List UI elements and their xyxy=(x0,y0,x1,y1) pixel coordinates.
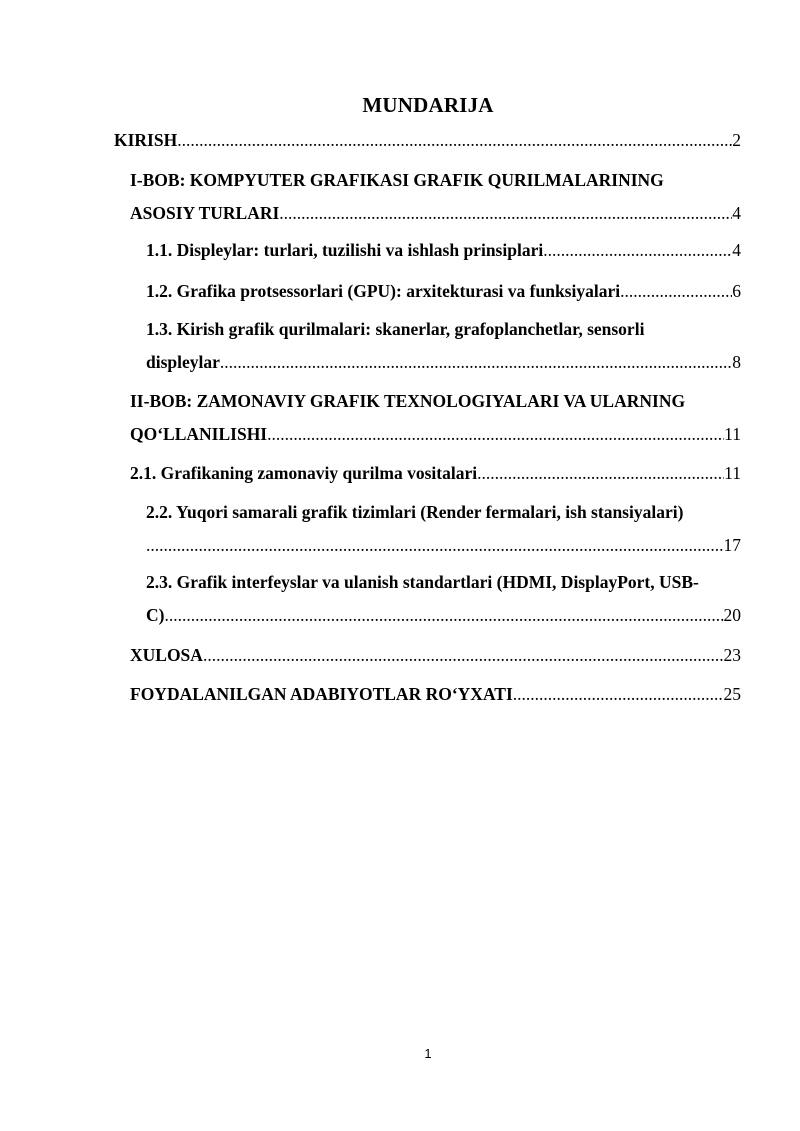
toc-line xyxy=(146,599,741,632)
toc-line xyxy=(130,678,741,711)
dot-leader xyxy=(203,639,724,672)
dot-leader xyxy=(477,457,724,490)
toc-entry-title: I-BOB: KOMPYUTER GRAFIKASI GRAFIK QURILMALARINING xyxy=(130,170,664,190)
toc-line xyxy=(146,346,741,379)
toc-entry-section-2-1[interactable] xyxy=(130,457,741,490)
toc-page-number: 2 xyxy=(732,130,741,150)
toc-entry-section-2-2[interactable] xyxy=(146,496,741,562)
toc-line xyxy=(146,496,741,529)
toc-entry-section-1-1[interactable] xyxy=(146,234,741,267)
toc-line xyxy=(146,275,741,308)
toc-line xyxy=(146,313,741,346)
dot-leader xyxy=(146,529,724,562)
toc-entry-title-cont: displeylar xyxy=(146,352,220,372)
dot-leader xyxy=(267,418,724,451)
dot-leader xyxy=(513,678,724,711)
toc-page-number: 25 xyxy=(723,684,741,704)
dot-leader xyxy=(177,124,732,157)
toc-line xyxy=(114,124,741,157)
toc-page-number: 6 xyxy=(732,281,741,301)
toc-entry-title: 2.2. Yuqori samarali grafik tizimlari (Render fermalari, ish stansiyalari) xyxy=(146,502,684,522)
toc-entry-title: 1.1. Displeylar: turlari, tuzilishi va ishlash prinsiplari xyxy=(146,240,544,260)
toc-entry-title: KIRISH xyxy=(114,130,178,150)
toc-line xyxy=(130,418,741,451)
toc-entry-title: 1.3. Kirish grafik qurilmalari: skanerlar, grafoplanchetlar, sensorli xyxy=(146,319,645,339)
toc-entry-title: II-BOB: ZAMONAVIY GRAFIK TEXNOLOGIYALARI VA ULARNING xyxy=(130,391,686,411)
toc-line xyxy=(130,639,741,672)
dot-leader xyxy=(279,197,732,230)
toc-page-number: 11 xyxy=(724,424,741,444)
toc-entry-title: FOYDALANILGAN ADABIYOTLAR RO‘YXATI xyxy=(130,684,513,704)
toc-entry-chapter-1[interactable] xyxy=(130,164,741,230)
toc-page-number: 20 xyxy=(723,605,741,625)
dot-leader xyxy=(543,234,732,267)
document-title: MUNDARIJA xyxy=(362,93,494,117)
toc-line xyxy=(146,234,741,267)
toc-page-number: 8 xyxy=(732,352,741,372)
toc-entry-title: 2.3. Grafik interfeyslar va ulanish standartlari (HDMI, DisplayPort, USB- xyxy=(146,572,699,592)
toc-entry-kirish[interactable] xyxy=(114,124,741,157)
toc-page-number: 23 xyxy=(723,645,741,665)
toc-entry-title: 2.1. Grafikaning zamonaviy qurilma vositalari xyxy=(130,463,478,483)
toc-entry-references[interactable] xyxy=(130,678,741,711)
toc-entry-xulosa[interactable] xyxy=(130,639,741,672)
toc-entry-title-cont: C) xyxy=(146,605,165,625)
toc-entry-section-1-3[interactable] xyxy=(146,313,741,379)
toc-entry-title: 1.2. Grafika protsessorlari (GPU): arxitekturasi va funksiyalari xyxy=(146,281,621,301)
toc-page-number: 17 xyxy=(723,535,741,555)
toc-page-number: 11 xyxy=(724,463,741,483)
toc-page-number: 4 xyxy=(732,203,741,223)
dot-leader xyxy=(164,599,723,632)
dot-leader xyxy=(620,275,732,308)
toc-entry-section-2-3[interactable] xyxy=(146,566,741,632)
toc-line xyxy=(146,566,741,599)
toc-line xyxy=(130,197,741,230)
toc-line xyxy=(130,164,741,197)
toc-line xyxy=(130,385,741,418)
toc-entry-chapter-2[interactable] xyxy=(130,385,741,451)
toc-entry-title-cont: QO‘LLANILISHI xyxy=(130,424,268,444)
page-number: 1 xyxy=(424,1046,432,1061)
toc-line xyxy=(146,529,741,562)
toc-entry-section-1-2[interactable] xyxy=(146,275,741,308)
dot-leader xyxy=(220,346,732,379)
toc-line xyxy=(130,457,741,490)
toc-entry-title: XULOSA xyxy=(130,645,203,665)
toc-entry-title-cont: ASOSIY TURLARI xyxy=(130,203,280,223)
toc-page-number: 4 xyxy=(732,240,741,260)
